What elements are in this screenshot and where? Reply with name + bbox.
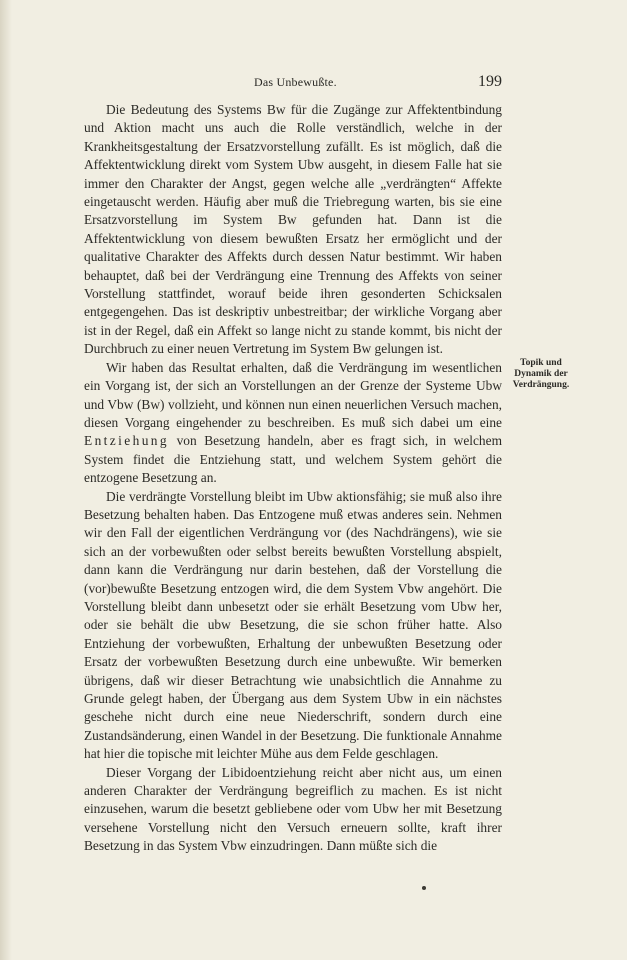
body-text [84,101,502,856]
paragraph-2-text-a: Wir haben das Resultat erhalten, daß die Verdrängung im wesentlichen ein Vorgang ist, der sich an Vorstellungen an der Grenze der Systeme Ubw und Vbw (Bw) vollzieht, und können nun einen neuerlichen Versuch machen, diesen Vorgang eingehender zu beschreiben. Es muß sich dabei um eine [84,359,502,430]
margin-note-line-2: Dynamik der [514,369,568,379]
margin-note-line-3: Verdrängung. [512,380,570,390]
margin-note-line-1: Topik und [520,358,562,368]
margin-note [506,358,576,391]
paragraph-2-text-b: von Besetzung handeln, aber es fragt sich, in welchem System findet die Entziehung statt, und welchem System gehört die entzogene Besetzung an. [84,433,502,486]
emphasized-term: Entziehung [84,433,169,449]
ink-dot [422,886,426,890]
paragraph-4: Dieser Vorgang der Libidoentziehung reicht aber nicht aus, um einen anderen Charakter der Verdrängung begreiflich zu machen. Es ist nicht einzusehen, warum die besetzt gebliebene oder vom Ubw her mit Besetzung versehene Vorstellung nicht den Versuch erneuern sollte, kraft ihrer Besetzung in das System Vbw einzudringen. Dann müßte sich die [84,764,502,854]
page-number: 199 [478,73,502,90]
paragraph-1: Die Bedeutung des Systems Bw für die Zugänge zur Affektentbindung und Aktion macht uns auch die Rolle verständlich, welche in der Krankheitsgestaltung der Ersatzvorstellung zufällt. Es ist möglich, daß die Affektentwicklung direkt vom System Ubw ausgeht, in diesem Falle hat sie immer den Charakter der Angst, gegen welche alle „verdrängten“ Affekte eingetauscht werden. Häufig aber muß die Triebregung warten, bis sie eine Ersatzvorstellung im System Bw gefunden hat. Dann ist die Affektentwicklung von diesem bewußten Ersatz her ermöglicht und der qualitative Charakter des Affekts durch dessen Natur bestimmt. Wir haben behauptet, daß bei der Verdrängung eine Trennung des Affekts von seiner Vorstellung stattfindet, worauf beide ihren gesonderten Schicksalen entgegengehen. Das ist deskriptiv unbestreitbar; der wirkliche Vorgang aber ist in der Regel, daß ein Affekt so lange nicht zu stande kommt, bis nicht der Durchbruch zu einer neuen Vertretung im System Bw gelungen ist. [84,102,502,357]
paragraph-3: Die verdrängte Vorstellung bleibt im Ubw aktionsfähig; sie muß also ihre Besetzung behalten haben. Das Entzogene muß etwas anderes sein. Nehmen wir den Fall der eigentlichen Verdrängung vor (des Nachdrängens), wie sie sich an der vorbewußten oder selbst bereits bewußten Vorstellung abspielt, dann kann die Verdrängung nur darin bestehen, daß der Vorstellung die (vor)bewußte Besetzung entzogen wird, die dem System Vbw angehört. Die Vorstellung bleibt dann unbesetzt oder sie erhält Besetzung vom Ubw her, oder sie behält die ubw Besetzung, die sie schon früher hatte. Also Entziehung der vorbewußten, Erhaltung der unbewußten Besetzung oder Ersatz der vorbewußten Besetzung durch eine unbewußte. Wir bemerken übrigens, daß wir dieser Betrachtung wie unabsichtlich die Annahme zu Grunde gelegt haben, der Übergang aus dem System Ubw in ein nächstes geschehe nicht durch eine neue Niederschrift, sondern durch eine Zustandsänderung, einen Wandel in der Besetzung. Die funktionale Annahme hat hier die topische mit leichter Mühe aus dem Felde geschlagen. [84,488,502,762]
running-head: Das Unbewußte. [254,75,337,89]
paragraph-2 [84,359,502,488]
